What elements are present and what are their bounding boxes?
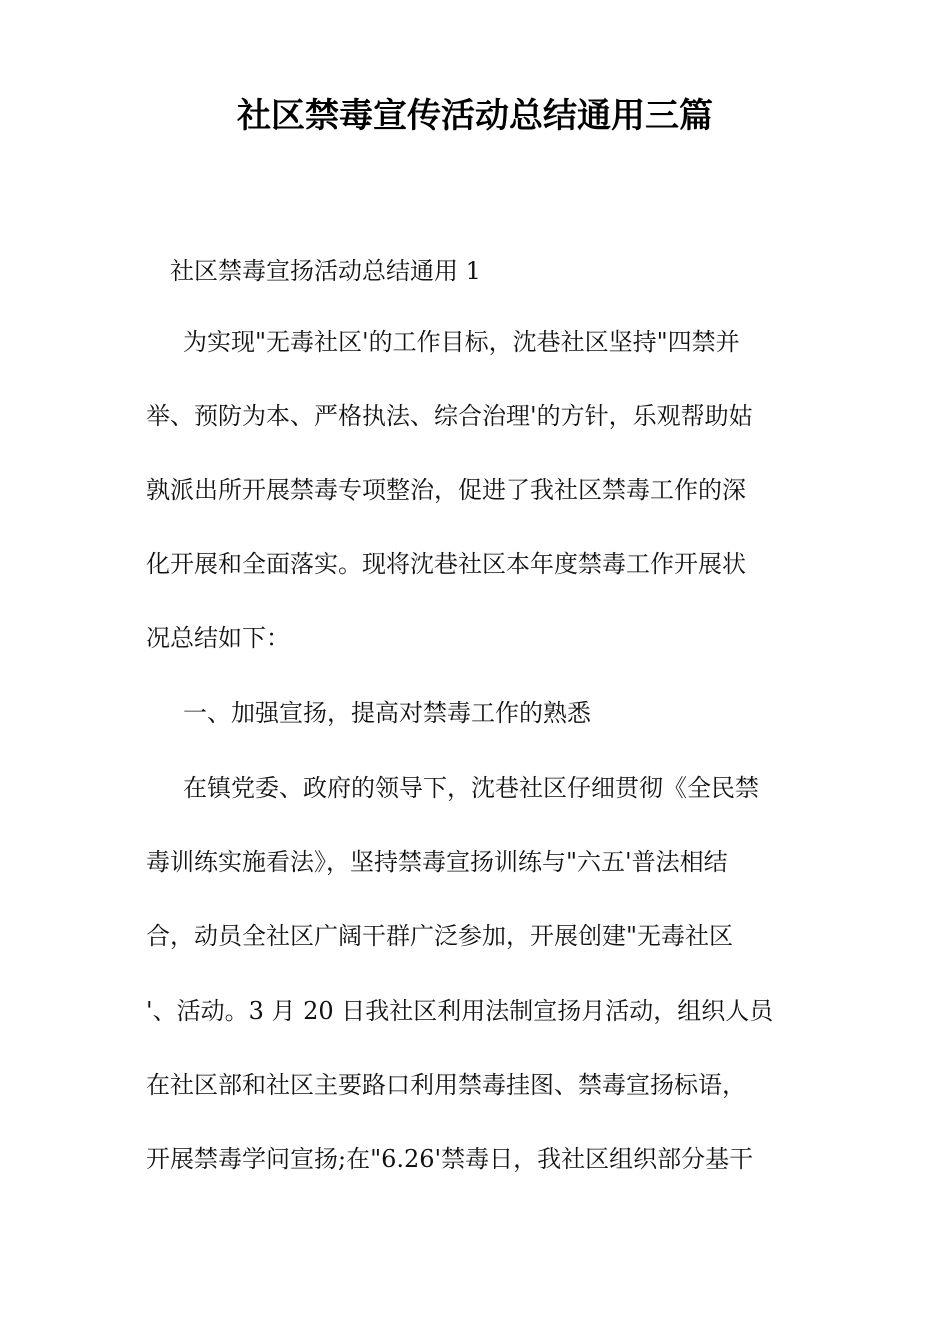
paragraph-line: 在镇党委、政府的领导下，沈巷社区仔细贯彻《全民禁 bbox=[183, 774, 759, 802]
paragraph-line: '、活动。3 月 20 日我社区利用法制宣扬月活动，组织人员 bbox=[146, 997, 774, 1025]
paragraph-line: 举、预防为本、严格执法、综合治理'的方针，乐观帮助姑 bbox=[146, 402, 753, 430]
subheading-line: 一、加强宣扬，提高对禁毒工作的熟悉 bbox=[183, 699, 591, 727]
section-heading: 社区禁毒宣扬活动总结通用 1 bbox=[170, 257, 481, 285]
paragraph-line: 在社区部和社区主要路口利用禁毒挂图、禁毒宣扬标语， bbox=[146, 1071, 746, 1099]
paragraph-line: 孰派出所开展禁毒专项整治，促进了我社区禁毒工作的深 bbox=[146, 476, 746, 504]
paragraph-line: 毒训练实施看法》，坚持禁毒宣扬训练与"六五'普法相结 bbox=[146, 848, 728, 876]
paragraph-line: 况总结如下： bbox=[146, 624, 290, 652]
document-title: 社区禁毒宣传活动总结通用三篇 bbox=[237, 96, 713, 136]
paragraph-line: 化开展和全面落实。现将沈巷社区本年度禁毒工作开展状 bbox=[146, 550, 746, 578]
paragraph-line: 合，动员全社区广阔干群广泛参加，开展创建"无毒社区 bbox=[146, 922, 734, 950]
paragraph-line: 为实现"无毒社区'的工作目标，沈巷社区坚持"四禁并 bbox=[183, 328, 740, 356]
paragraph-line: 开展禁毒学问宣扬;在"6.26'禁毒日，我社区组织部分基干 bbox=[146, 1145, 754, 1173]
